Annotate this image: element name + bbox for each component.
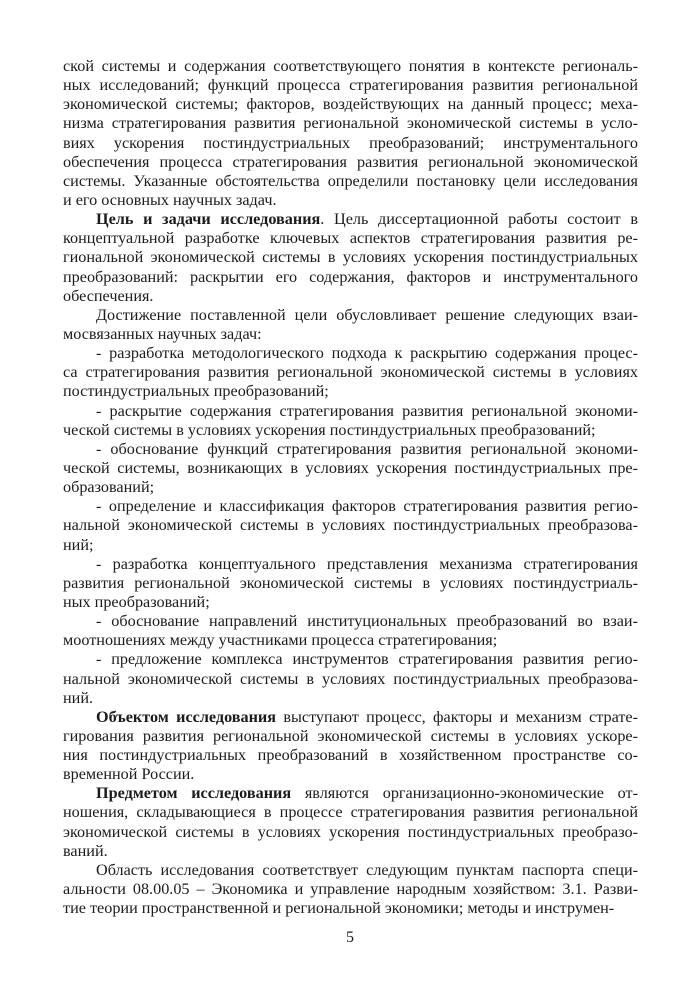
text-line <box>63 516 638 535</box>
text-line <box>63 344 638 363</box>
text-segment: альности 08.00.05 – Экономика и управление народным хозяйством: 3.1. Разви- <box>63 880 638 899</box>
text-segment: - определение и классификация факторов стратегирования развития регио- <box>96 497 638 516</box>
text-line <box>63 708 638 727</box>
text-line <box>63 803 638 822</box>
text-segment: ношения, складывающиеся в процессе стратегирования развития региональной <box>63 803 638 822</box>
text-segment: ных исследований; функций процесса стратегирования развития региональной <box>63 76 638 95</box>
text-line <box>63 306 638 325</box>
text-segment: обеспечения процесса стратегирования развития региональной экономической <box>63 152 638 171</box>
text-segment: виях ускорения постиндустриальных преобразований; инструментального <box>63 133 638 152</box>
text-line <box>63 478 638 497</box>
text-segment: нальной экономической системы в условиях постиндустриальных преобразова- <box>63 669 638 688</box>
text-segment: ческой системы, возникающих в условиях ускорения постиндустриальных пре- <box>63 458 638 477</box>
text-line <box>63 248 638 267</box>
text-line <box>63 325 638 344</box>
text-segment: - предложение комплекса инструментов стратегирования развития регио- <box>96 650 638 669</box>
text-segment: гиональной экономической системы в условиях ускорения постиндустриальных <box>63 248 638 267</box>
text-segment: - разработка концептуального представления механизма стратегирования <box>96 554 638 573</box>
text-segment: концептуальной разработке ключевых аспектов стратегирования развития ре- <box>63 229 638 248</box>
text-segment: са стратегирования развития региональной экономической системы в условиях <box>63 363 638 382</box>
text-segment: - обоснование направлений институциональных преобразований во взаи- <box>96 612 638 631</box>
text-line <box>63 899 638 918</box>
text-segment: - раскрытие содержания стратегирования развития региональной экономи- <box>96 401 638 420</box>
text-line <box>63 861 638 880</box>
bold-text-segment: Предметом исследования <box>96 784 292 803</box>
text-line <box>63 670 638 689</box>
text-line <box>63 134 638 153</box>
text-line <box>63 114 638 133</box>
bold-text-segment: Объектом исследования <box>96 707 277 726</box>
bold-text-segment: Цель и задачи исследования <box>96 210 321 229</box>
text-line <box>63 229 638 248</box>
text-line <box>63 555 638 574</box>
text-segment: ческой системы в условиях ускорения постиндустриальных преобразований; <box>63 420 596 439</box>
text-segment: - разработка методологического подхода к раскрытию содержания процес- <box>96 344 638 363</box>
text-segment: экономической системы; факторов, воздействующих на данный процесс; меха- <box>63 95 638 114</box>
text-segment: преобразований: раскрытии его содержания, факторов и инструментального <box>63 267 638 286</box>
text-segment: гирования развития региональной экономической системы в условиях ускоре- <box>63 726 638 745</box>
text-line <box>63 650 638 669</box>
text-segment: ваний. <box>63 841 108 860</box>
text-line <box>63 191 638 210</box>
text-segment: ской системы и содержания соответствующего понятия в контексте региональ- <box>63 57 638 75</box>
text-segment: Область исследования соответствует следующим пунктам паспорта специ- <box>96 860 638 879</box>
text-line <box>63 153 638 172</box>
text-line <box>63 823 638 842</box>
text-line <box>63 268 638 287</box>
page-number: 5 <box>346 929 354 946</box>
text-line <box>63 842 638 861</box>
text-segment: ных преобразований; <box>63 592 210 611</box>
text-line <box>63 440 638 459</box>
text-line <box>63 593 638 612</box>
text-line <box>63 784 638 803</box>
text-segment: развития региональной экономической системы в условиях постиндустриаль- <box>63 573 638 592</box>
text-line <box>63 76 638 95</box>
text-segment: тие теории пространственной и региональной экономики; методы и инструмен- <box>63 899 615 918</box>
text-segment: постиндустриальных преобразований; <box>63 382 329 401</box>
text-line <box>63 746 638 765</box>
text-line <box>63 287 638 306</box>
text-segment: . Цель диссертационной работы состоит в <box>320 210 639 229</box>
text-segment: являются организационно-экономические от- <box>291 784 638 803</box>
text-segment: и его основных научных задач. <box>63 190 277 209</box>
text-line <box>63 172 638 191</box>
text-line <box>63 536 638 555</box>
text-line <box>63 631 638 650</box>
text-line <box>63 363 638 382</box>
text-segment: Достижение поставленной цели обусловливает решение следующих взаи- <box>96 305 638 324</box>
text-segment: - обоснование функций стратегирования развития региональной экономи- <box>96 439 638 458</box>
text-segment: низма стратегирования развития региональной экономической системы в усло- <box>63 114 638 133</box>
text-line <box>63 497 638 516</box>
text-line <box>63 765 638 784</box>
text-segment: образований; <box>63 478 155 497</box>
text-segment: экономической системы в условиях ускорения постиндустриальных преобразо- <box>63 822 638 841</box>
text-segment: обеспечения. <box>63 286 154 305</box>
text-segment: нальной экономической системы в условиях постиндустриальных преобразова- <box>63 516 638 535</box>
text-line <box>63 421 638 440</box>
text-segment: выступают процесс, факторы и механизм страте- <box>276 707 639 726</box>
text-segment: мосвязанных научных задач: <box>63 324 262 343</box>
text-line <box>63 689 638 708</box>
text-segment: ний. <box>63 688 94 707</box>
text-line <box>63 727 638 746</box>
text-line <box>63 574 638 593</box>
text-line <box>63 612 638 631</box>
text-segment: ния постиндустриальных преобразований в хозяйственном пространстве со- <box>63 746 638 765</box>
text-segment: временной России. <box>63 765 195 784</box>
text-line <box>63 57 638 76</box>
text-line <box>63 382 638 401</box>
text-line <box>63 880 638 899</box>
text-line <box>63 210 638 229</box>
page-text <box>63 57 638 918</box>
text-line <box>63 95 638 114</box>
text-segment: ний; <box>63 535 94 554</box>
text-segment: системы. Указанные обстоятельства определили постановку цели исследования <box>63 171 638 190</box>
text-line <box>63 459 638 478</box>
text-segment: моотношениях между участниками процесса стратегирования; <box>63 631 498 650</box>
text-line <box>63 402 638 421</box>
